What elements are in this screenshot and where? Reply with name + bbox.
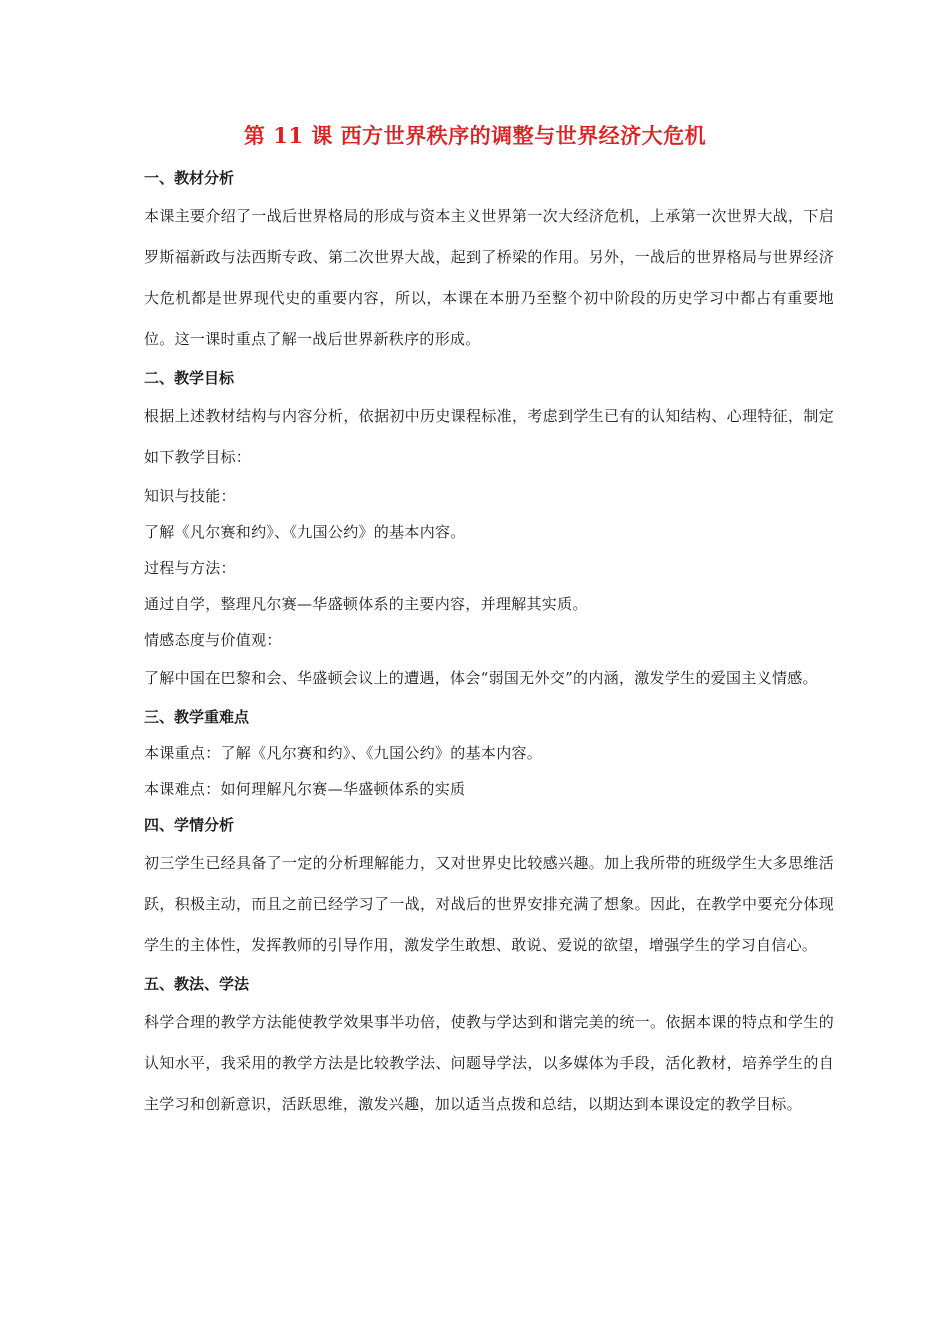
section-heading-methods: 五、教法、学法 (144, 975, 250, 993)
document-body (144, 160, 834, 1125)
knowledge-skills-text: 了解《凡尔赛和约》、《九国公约》的基本内容。 (144, 523, 466, 541)
teaching-goals-paragraph: 根据上述教材结构与内容分析，依据初中历史课程标准，考虑到学生已有的认知结构、心理特征，制定如下教学目标： (144, 407, 834, 466)
emotion-values-label: 情感态度与价值观： (144, 631, 282, 649)
emotion-values-text: 了解中国在巴黎和会、华盛顿会议上的遭遇，体会“弱国无外交”的内涵，激发学生的爱国主义情感。 (144, 669, 818, 687)
section-heading-student-analysis: 四、学情分析 (144, 816, 235, 834)
section-heading-teaching-goals: 二、教学目标 (144, 369, 235, 387)
section-heading-key-difficulties: 三、教学重难点 (144, 708, 250, 726)
process-method-label: 过程与方法： (144, 559, 236, 577)
methods-paragraph: 科学合理的教学方法能使教学效果事半功倍，使教与学达到和谐完美的统一。依据本课的特点和学生的认知水平，我采用的教学方法是比较教学法、问题导学法，以多媒体为手段，活化教材，培养学生的自主学习和创新意识，活跃思维，激发兴趣，加以适当点拨和总结，以期达到本课设定的教学目标。 (144, 1013, 834, 1113)
knowledge-skills-label: 知识与技能： (144, 487, 236, 505)
section-heading-textbook-analysis: 一、教材分析 (144, 169, 235, 187)
textbook-analysis-paragraph: 本课主要介绍了一战后世界格局的形成与资本主义世界第一次大经济危机，上承第一次世界大战，下启罗斯福新政与法西斯专政、第二次世界大战，起到了桥梁的作用。另外，一战后的世界格局与世界经济大危机都是世界现代史的重要内容，所以，本课在本册乃至整个初中阶段的历史学习中都占有重要地位。这一课时重点了解一战后世界新秩序的形成。 (144, 207, 834, 348)
difficulty-text: 本课难点：如何理解凡尔赛—华盛顿体系的实质 (144, 780, 466, 798)
key-point-text: 本课重点：了解《凡尔赛和约》、《九国公约》的基本内容。 (144, 744, 543, 762)
document-title: 第 11 课 西方世界秩序的调整与世界经济大危机 (243, 123, 707, 148)
process-method-text: 通过自学，整理凡尔赛—华盛顿体系的主要内容，并理解其实质。 (144, 595, 588, 613)
student-analysis-paragraph: 初三学生已经具备了一定的分析理解能力，又对世界史比较感兴趣。加上我所带的班级学生大多思维活跃，积极主动，而且之前已经学习了一战，对战后的世界安排充满了想象。因此，在教学中要充分体现学生的主体性，发挥教师的引导作用，激发学生敢想、敢说、爱说的欲望，增强学生的学习自信心。 (144, 854, 834, 954)
